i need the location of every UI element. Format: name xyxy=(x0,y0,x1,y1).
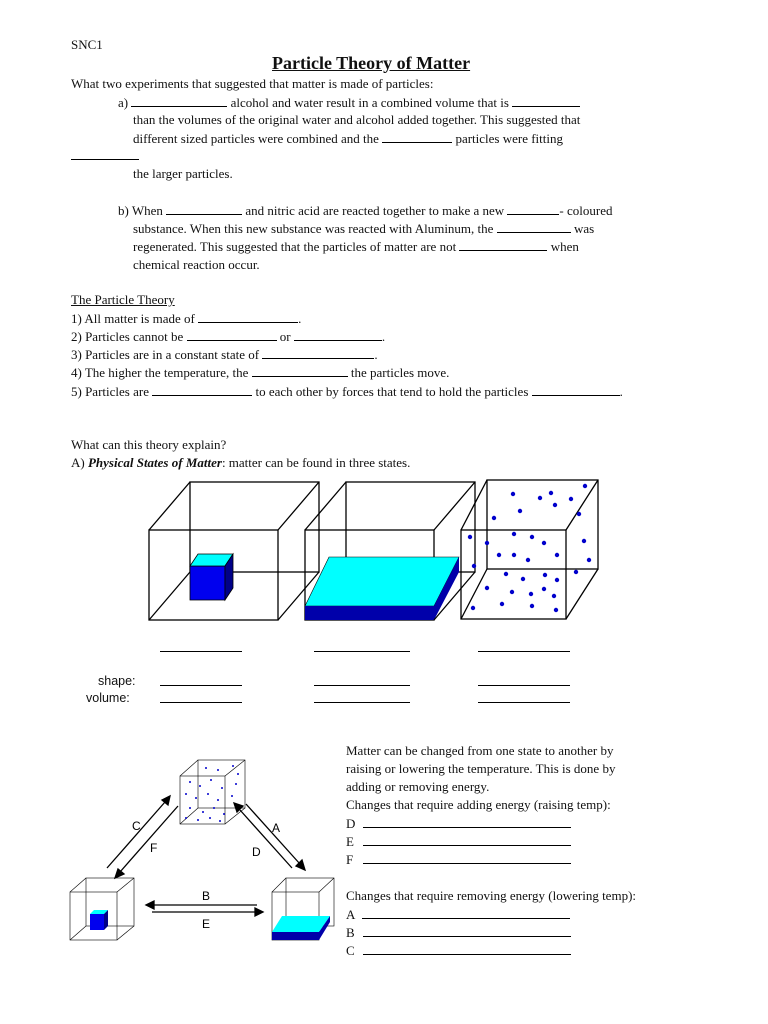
blank xyxy=(382,129,452,143)
liquid-cube-figure xyxy=(305,482,475,620)
page-title: Particle Theory of Matter xyxy=(272,53,471,73)
arrow-label-e: E xyxy=(202,917,211,931)
arrows-solid-liquid xyxy=(146,901,263,916)
diagram-liquid-cube xyxy=(272,878,334,940)
volume-blank xyxy=(478,689,570,703)
adding-e: E xyxy=(346,832,571,851)
changes-line1: Matter can be changed from one state to another by xyxy=(346,743,614,758)
removing-heading: Changes that require removing energy (lowering temp): xyxy=(346,888,637,903)
experiment-a-line1: a) alcohol and water result in a combined volume that is xyxy=(118,93,580,112)
theory-point-2: 2) Particles cannot be or . xyxy=(71,329,386,344)
experiment-b-line4: chemical reaction occur. xyxy=(133,257,260,272)
theory-point-1: 1) All matter is made of . xyxy=(71,311,302,326)
experiment-a-line3: different sized particles were combined and the particles were fitting xyxy=(133,131,564,146)
blank xyxy=(363,814,571,828)
diagram-solid-cube xyxy=(70,878,134,940)
theory-point-5: 5) Particles are to each other by forces that tend to hold the particles . xyxy=(71,384,623,399)
volume-blank xyxy=(160,689,242,703)
liquid-surface xyxy=(305,557,459,606)
adding-heading: Changes that require adding energy (raising temp): xyxy=(346,797,611,812)
volume-blank xyxy=(314,689,410,703)
adding-f: F xyxy=(346,850,571,869)
blank xyxy=(71,146,139,160)
removing-c: C xyxy=(346,941,571,960)
state-name-blank xyxy=(160,638,242,652)
blank xyxy=(152,382,252,396)
blank xyxy=(294,327,382,341)
blank xyxy=(131,93,227,107)
experiment-a-line2: than the volumes of the original water and alcohol added together. This suggested that xyxy=(133,112,581,127)
removing-b: B xyxy=(346,923,571,942)
arrows-solid-gas xyxy=(107,796,178,878)
state-name-blank xyxy=(478,638,570,652)
shape-blank xyxy=(314,672,410,686)
shape-label: shape: xyxy=(98,674,136,688)
gas-particles xyxy=(468,484,591,612)
removing-a: A xyxy=(346,905,570,924)
blank xyxy=(363,850,571,864)
course-code: SNC1 xyxy=(71,37,103,52)
changes-line2: raising or lowering the temperature. This is done by xyxy=(346,761,616,776)
shape-blank xyxy=(160,672,242,686)
blank xyxy=(198,309,298,323)
blank xyxy=(532,382,620,396)
theory-point-3: 3) Particles are in a constant state of . xyxy=(71,347,378,362)
solid-block xyxy=(190,566,225,600)
states-figures xyxy=(140,476,640,626)
diagram-gas-cube xyxy=(180,760,245,824)
blank xyxy=(362,905,570,919)
changes-line3: adding or removing energy. xyxy=(346,779,490,794)
blank xyxy=(363,941,571,955)
blank xyxy=(459,237,547,251)
state-change-diagram xyxy=(62,748,342,948)
experiments-question: What two experiments that suggested that matter is made of particles: xyxy=(71,76,434,91)
experiment-a-line3-blank xyxy=(71,146,139,165)
arrows-gas-liquid xyxy=(234,803,305,870)
explain-question: What can this theory explain? xyxy=(71,437,227,452)
gas-cube-figure xyxy=(461,480,598,619)
states-heading: A) Physical States of Matter: matter can be found in three states. xyxy=(71,455,411,470)
arrow-label-c: C xyxy=(132,819,141,833)
blank xyxy=(363,923,571,937)
solid-cube-figure xyxy=(149,482,319,620)
experiment-a-line4: the larger particles. xyxy=(133,166,233,181)
experiment-b-line3: regenerated. This suggested that the particles of matter are not when xyxy=(133,239,579,254)
volume-label: volume: xyxy=(86,691,130,705)
blank xyxy=(363,832,571,846)
blank xyxy=(252,363,348,377)
blank xyxy=(187,327,277,341)
theory-heading: The Particle Theory xyxy=(71,292,175,307)
shape-blank xyxy=(478,672,570,686)
blank xyxy=(497,219,571,233)
arrow-label-b: B xyxy=(202,889,211,903)
blank xyxy=(507,201,559,215)
blank xyxy=(166,201,242,215)
arrow-label-d: D xyxy=(252,845,261,859)
experiment-b-line2: substance. When this new substance was reacted with Aluminum, the was xyxy=(133,221,595,236)
state-name-blank xyxy=(314,638,410,652)
arrow-label-a: A xyxy=(272,821,281,835)
blank xyxy=(512,93,580,107)
arrow-label-f: F xyxy=(150,841,158,855)
adding-d: D xyxy=(346,814,571,833)
experiment-b-line1: b) When and nitric acid are reacted together to make a new - coloured xyxy=(118,203,613,218)
blank xyxy=(262,345,374,359)
theory-point-4: 4) The higher the temperature, the the particles move. xyxy=(71,365,450,380)
